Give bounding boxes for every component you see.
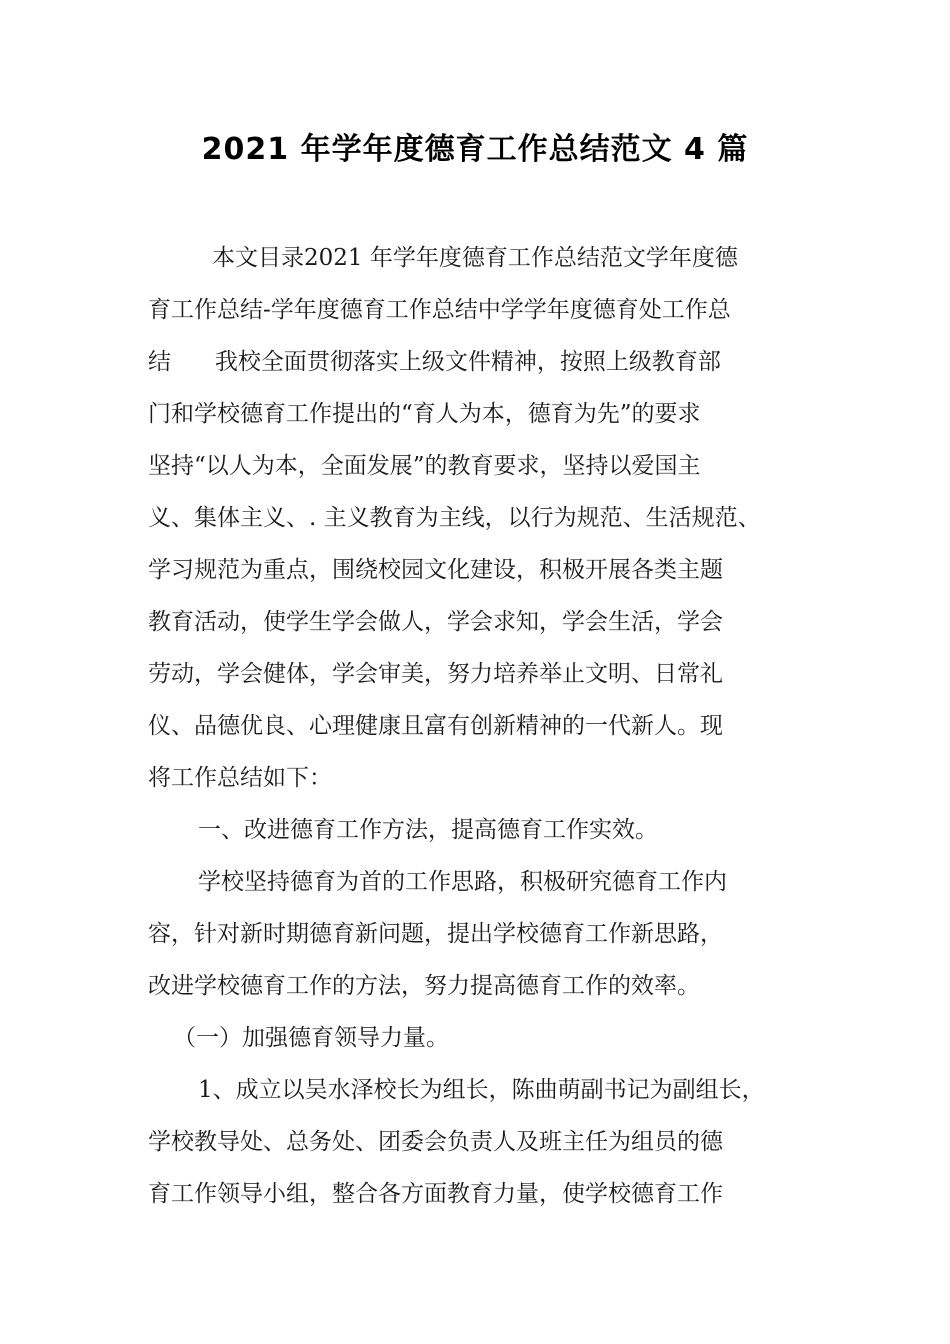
body-line: 门和学校德育工作提出的“育人为本，德育为先”的要求	[148, 401, 701, 427]
body-line: 坚持“以人为本，全面发展”的教育要求，坚持以爱国主	[148, 453, 701, 479]
body-line: 学习规范为重点，围绕校园文化建设，积极开展各类主题	[148, 557, 723, 583]
body-line: 容，针对新时期德育新问题，提出学校德育工作新思路，	[148, 921, 723, 947]
body-line: 劳动，学会健体，学会审美，努力培养举止文明、日常礼	[148, 661, 723, 687]
body-line: 本文目录2021 年学年度德育工作总结范文学年度德	[212, 245, 738, 271]
body-line: 仪、品德优良、心理健康且富有创新精神的一代新人。现	[148, 713, 723, 739]
body-line: 义、集体主义、. 主义教育为主线，以行为规范、生活规范、	[148, 505, 761, 531]
body-line: 教育活动，使学生学会做人，学会求知，学会生活，学会	[148, 609, 723, 635]
body-line: 改进学校德育工作的方法，努力提高德育工作的效率。	[148, 973, 700, 999]
subsection-heading: （一）加强德育领导力量。	[173, 1025, 449, 1051]
body-line: 学校教导处、总务处、团委会负责人及班主任为组员的德	[148, 1129, 723, 1155]
body-line: 将工作总结如下：	[148, 765, 332, 791]
section-heading: 一、改进德育工作方法，提高德育工作实效。	[198, 817, 658, 843]
body-line: 育工作总结-学年度德育工作总结中学学年度德育处工作总	[148, 297, 731, 323]
body-line: 育工作领导小组，整合各方面教育力量，使学校德育工作	[148, 1181, 723, 1207]
body-line: 结 我校全面贯彻落实上级文件精神，按照上级教育部	[148, 349, 721, 375]
body-line: 1、成立以吴水泽校长为组长，陈曲萌副书记为副组长，	[198, 1077, 765, 1103]
body-line: 学校坚持德育为首的工作思路，积极研究德育工作内	[198, 869, 727, 895]
document-title: 2021 年学年度德育工作总结范文 4 篇	[201, 132, 749, 167]
